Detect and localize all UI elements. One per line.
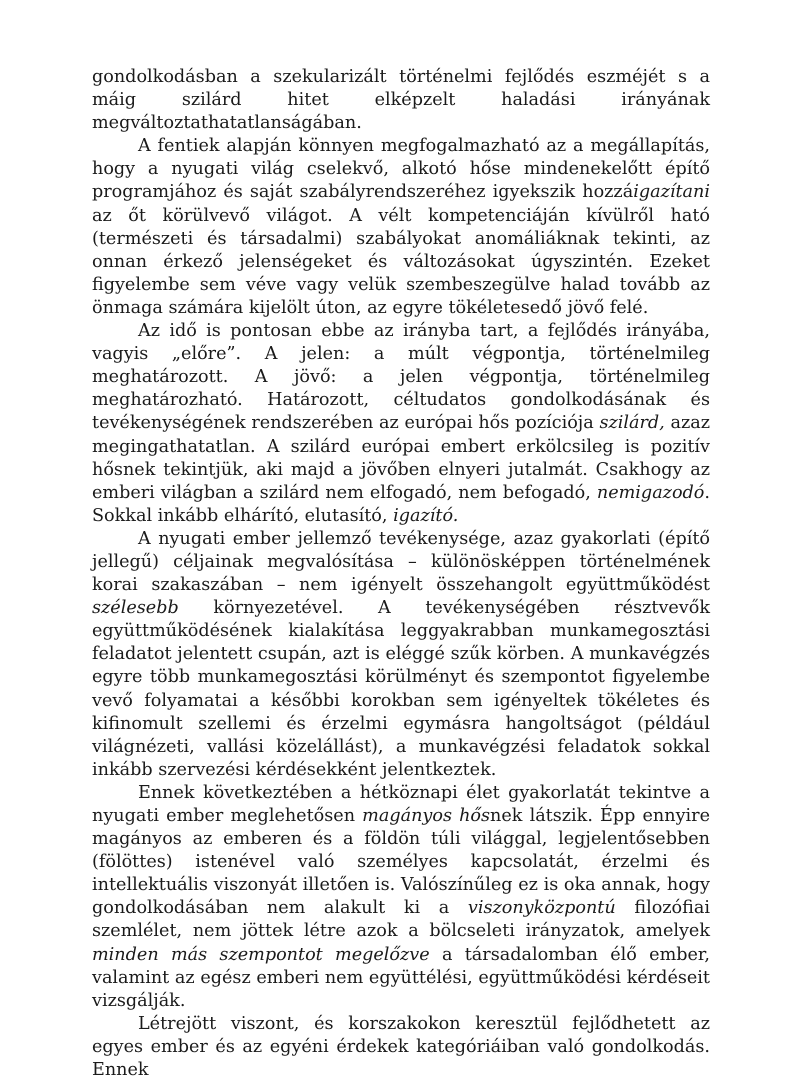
- emphasis-text: viszonyközpontú: [467, 898, 616, 919]
- body-text: nek látszik. Épp ennyire magányos az emberen és a földön túli világgal, legjelentősebben (fölöttes) istenével való személyes kapcsolatát, érzelmi és intellektuális viszonyát illetően is. Valószínűleg ez is oka annak, hogy gondolkodásában nem alakult ki a: [92, 806, 710, 919]
- emphasis-text: szélesebb: [92, 598, 179, 619]
- document-page: [92, 66, 710, 1082]
- emphasis-text: szilárd,: [599, 413, 665, 434]
- body-text: A nyugati ember jellemző tevékenysége, azaz gyakorlati (építő jellegű) céljainak megvalósítása – különösképpen történelmének korai szakaszában – nem igényelt összehangolt együttműködést: [92, 528, 710, 596]
- body-text: Az idő is pontosan ebbe az irányba tart, a fejlődés irányába, vagyis „előre”. A jelen: a múlt végpontja, történelmileg meghatározott. A jövő: a jelen végpontja, történelmileg meghatározható. Határozott, céltudatos gondolkodásának és tevékenységének rendszerében az európai hős pozíciója: [92, 321, 710, 434]
- body-text: A fentiek alapján könnyen megfogalmazható az a megállapítás, hogy a nyugati világ cselekvő, alkotó hőse mindenekelőtt építő programjához és saját szabályrendszeréhez igyekszik hozzá: [92, 136, 710, 203]
- paragraph: [92, 528, 710, 782]
- paragraph: [92, 1013, 710, 1082]
- emphasis-text: nemigazodó: [596, 482, 705, 503]
- emphasis-text: magányos hős: [362, 806, 491, 826]
- emphasis-text: igazító.: [393, 505, 459, 526]
- body-text: Ennek következtében a hétköznapi élet gyakorlatát tekintve a nyugati ember meglehetősen: [92, 782, 710, 826]
- body-text: környezetével. A tevékenységében résztvevők együttműködésének kialakítása leggyakrabban munkamegosztási feladatot jelentett csupán, azt is eléggé szűk körben. A munkavégzés egyre több munkamegosztási körülményt és szempontot figyelembe vevő folyamatai a későbbi korokban sem igényeltek tökéletes és kifinomult szellemi és érzelmi egymásra hangoltságot (például világnézeti, vallási közelállást), a munkavégzési feladatok sokkal inkább szervezési kérdésekként jelentkeztek.: [92, 598, 710, 780]
- paragraph: [92, 782, 710, 1013]
- paragraph: [92, 320, 710, 528]
- paragraph: [92, 66, 710, 135]
- body-text: filozófiai szemlélet, nem jöttek létre azok a bölcseleti irányzatok, amelyek: [92, 898, 711, 942]
- body-text: . Sokkal inkább elhárító, elutasító,: [92, 482, 710, 526]
- body-text: Létrejött viszont, és korszakokon keresztül fejlődhetett az egyes ember és az egyéni érdekek kategóriáiban való gondolkodás. Ennek: [92, 1013, 710, 1081]
- body-text: azaz megingathatatlan. A szilárd európai embert erkölcsileg is pozitív hősnek tekintjük, aki majd a jövőben elnyeri jutalmát. Csakhogy az emberi világban a szilárd nem elfogadó, nem befogadó,: [92, 413, 710, 503]
- emphasis-text: igazítani: [633, 182, 710, 203]
- body-text: a társadalomban élő ember, valamint az egész emberi nem együttélési, együttműködési kérdéseit vizsgálják.: [92, 944, 711, 1011]
- paragraph: [92, 135, 710, 320]
- body-text: az őt körülvevő világot. A vélt kompetenciáján kívülről ható (természeti és társadalmi) szabályokat anomáliáknak tekinti, az onnan érkező jelenségeket és változásokat úgyszintén. Ezeket figyelembe sem véve vagy velük szembeszegülve halad tovább az önmaga számára kijelölt úton, az egyre tökéletesedő jövő felé.: [92, 205, 710, 318]
- emphasis-text: minden más szempontot megelőzve: [92, 944, 430, 965]
- body-text: gondolkodásban a szekularizált történelmi fejlődés eszméjét s a máig szilárd hitet elképzelt haladási irányának megváltoztathatatlanságában.: [92, 67, 710, 134]
